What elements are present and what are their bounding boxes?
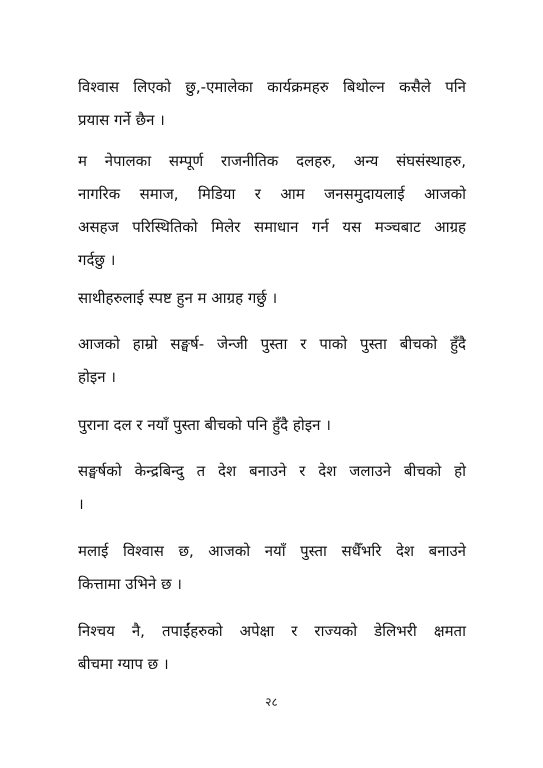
text-line: निश्चय नै, तपाईंहरुको अपेक्षा र राज्यको डेलिभरी क्षमता — [78, 622, 466, 640]
paragraph — [78, 535, 466, 601]
text-line: विश्वास लिएको छु,-एमालेका कार्यक्रमहरु बिथोल्न कसैले पनि — [78, 78, 466, 96]
text-line: आजको हाम्रो सङ्घर्ष- जेन्जी पुस्ता र पाको पुस्ता बीचको हुँदै — [78, 335, 466, 353]
paragraph — [78, 328, 466, 394]
text-line: म नेपालका सम्पूर्ण राजनीतिक दलहरु, अन्य संघसंस्थाहरु, — [78, 152, 466, 170]
text-line: होइन । — [78, 368, 116, 386]
text-line: गर्दछु । — [78, 251, 116, 269]
text-line: पुराना दल र नयाँ पुस्ता बीचको पनि हुँदै होइन । — [78, 416, 331, 434]
paragraph — [78, 455, 466, 521]
paragraph — [78, 615, 466, 681]
text-line: नागरिक समाज, मिडिया र आम जनसमुदायलाई आजको — [78, 185, 466, 203]
paragraph — [78, 409, 466, 442]
text-line: सङ्घर्षको केन्द्रबिन्दु त देश बनाउने र देश जलाउने बीचको हो — [78, 462, 466, 480]
text-line: मलाई विश्वास छ, आजको नयाँ पुस्ता सधैँभरि देश बनाउने — [78, 542, 466, 560]
page-number: २८ — [265, 695, 278, 709]
text-line: असहज परिस्थितिको मिलेर समाधान गर्न यस मञ्चबाट आग्रह — [78, 218, 466, 236]
paragraph — [78, 145, 466, 277]
paragraph — [78, 71, 466, 137]
text-line: प्रयास गर्ने छैन । — [78, 111, 165, 129]
text-line: कित्तामा उभिने छ । — [78, 575, 182, 593]
text-line: बीचमा ग्याप छ । — [78, 655, 169, 673]
text-line: । — [78, 495, 84, 513]
paragraph — [78, 282, 466, 315]
text-line: साथीहरुलाई स्पष्ट हुन म आग्रह गर्छु । — [78, 289, 278, 307]
